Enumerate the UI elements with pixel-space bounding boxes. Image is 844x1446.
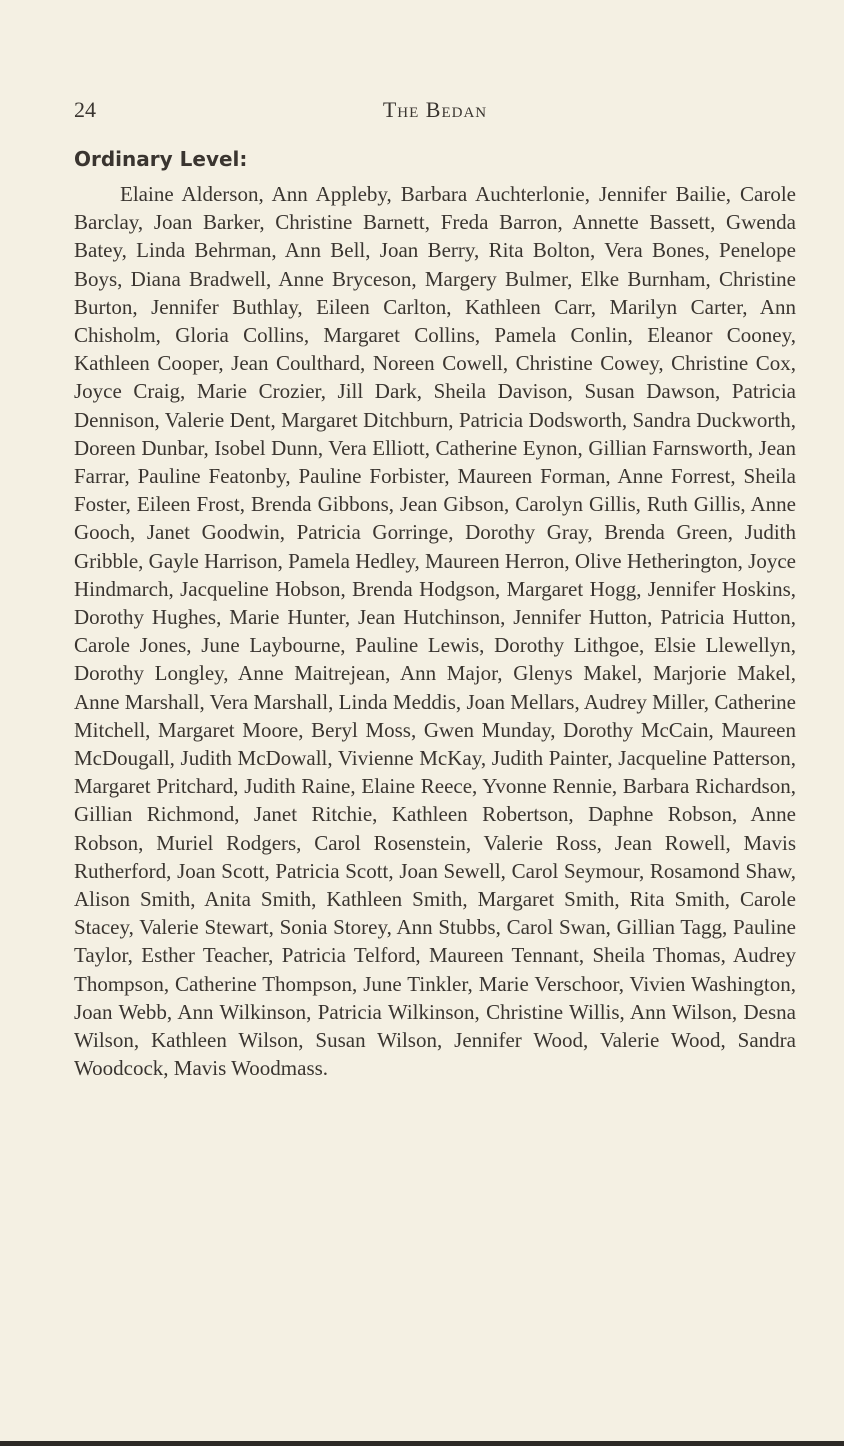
section-heading: Ordinary Level:: [74, 147, 248, 171]
running-title: The Bedan: [382, 97, 488, 122]
page-number: 24: [74, 97, 96, 122]
page-header: [74, 93, 796, 127]
bottom-edge-rule: [0, 1441, 844, 1446]
names-paragraph: Elaine Alderson, Ann Appleby, Barbara Auchterlonie, Jennifer Bailie, Carole Barclay, Joan Barker, Christine Barnett, Freda Barron, Annette Bassett, Gwenda Batey, Linda Behrman, Ann Bell, Joan Berry, Rita Bolton, Vera Bones, Penelope Boys, Diana Bradwell, Anne Bryceson, Margery Bulmer, Elke Burnham, Christine Burton, Jennifer Buthlay, Eileen Carlton, Kathleen Carr, Marilyn Carter, Ann Chisholm, Gloria Collins, Margaret Collins, Pamela Conlin, Eleanor Cooney, Kathleen Cooper, Jean Coulthard, Noreen Cowell, Christine Cowey, Christine Cox, Joyce Craig, Marie Crozier, Jill Dark, Sheila Davison, Susan Dawson, Patricia Dennison, Valerie Dent, Margaret Ditchburn, Patricia Dodsworth, Sandra Duckworth, Doreen Dunbar, Isobel Dunn, Vera Elliott, Catherine Eynon, Gillian Farnsworth, Jean Farrar, Pauline Featonby, Pauline Forbister, Maureen Forman, Anne Forrest, Sheila Foster, Eileen Frost, Brenda Gibbons, Jean Gibson, Carolyn Gillis, Ruth Gillis, Anne Gooch, Janet Goodwin, Patricia Gorringe, Dorothy Gray, Brenda Green, Judith Gribble, Gayle Harrison, Pamela Hedley, Maureen Herron, Olive Hetherington, Joyce Hindmarch, Jacqueline Hobson, Brenda Hodgson, Margaret Hogg, Jennifer Hoskins, Dorothy Hughes, Marie Hunter, Jean Hutchinson, Jennifer Hutton, Patricia Hutton, Carole Jones, June Laybourne, Pauline Lewis, Dorothy Lithgoe, Elsie Llewellyn, Dorothy Longley, Anne Maitrejean, Ann Major, Glenys Makel, Marjorie Makel, Anne Marshall, Vera Marshall, Linda Meddis, Joan Mellars, Audrey Miller, Catherine Mitchell, Margaret Moore, Beryl Moss, Gwen Munday, Dorothy McCain, Maureen McDougall, Judith McDowall, Vivienne McKay, Judith Painter, Jacqueline Patterson, Margaret Pritchard, Judith Raine, Elaine Reece, Yvonne Rennie, Barbara Richardson, Gillian Richmond, Janet Ritchie, Kathleen Robertson, Daphne Robson, Anne Robson, Muriel Rodgers, Carol Rosenstein, Valerie Ross, Jean Rowell, Mavis Rutherford, Joan Scott, Patricia Scott, Joan Sewell, Carol Seymour, Rosamond Shaw, Alison Smith, Anita Smith, Kathleen Smith, Margaret Smith, Rita Smith, Carole Stacey, Valerie Stewart, Sonia Storey, Ann Stubbs, Carol Swan, Gillian Tagg, Pauline Taylor, Esther Teacher, Patricia Telford, Maureen Tennant, Sheila Thomas, Audrey Thompson, Catherine Thompson, June Tinkler, Marie Verschoor, Vivien Washington, Joan Webb, Ann Wilkinson, Patricia Wilkinson, Christine Willis, Ann Wilson, Desna Wilson, Kathleen Wilson, Susan Wilson, Jennifer Wood, Valerie Wood, Sandra Woodcock, Mavis Woodmass.: [74, 182, 796, 1081]
